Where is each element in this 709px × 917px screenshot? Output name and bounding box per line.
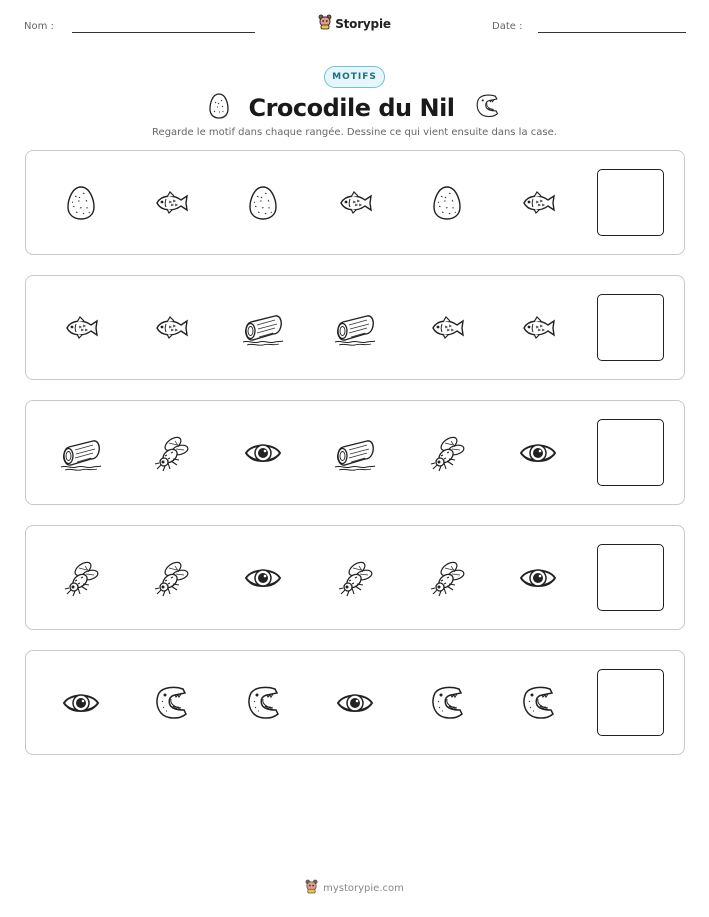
fish-icon [57, 304, 105, 352]
eye-icon [514, 429, 562, 477]
egg-icon [423, 179, 471, 227]
fly-icon [331, 554, 379, 602]
egg-icon [208, 92, 230, 124]
pattern-row-3 [25, 400, 685, 505]
brand-logo [0, 14, 709, 34]
page-title: Crocodile du Nil [248, 94, 455, 122]
fly-icon [423, 554, 471, 602]
pattern-row-5 [25, 650, 685, 755]
title-row [0, 88, 709, 128]
category-badge: MOTIFS [324, 66, 385, 88]
answer-box[interactable] [597, 669, 664, 736]
crocodile-head-icon [514, 679, 562, 727]
log-icon [239, 304, 287, 352]
fly-icon [147, 429, 195, 477]
pattern-row-2 [25, 275, 685, 380]
crocodile-head-icon [239, 679, 287, 727]
footer [0, 879, 709, 898]
fly-icon [57, 554, 105, 602]
eye-icon [57, 679, 105, 727]
crocodile-head-icon [473, 92, 501, 124]
footer-url[interactable]: mystorypie.com [323, 883, 404, 894]
date-line[interactable] [538, 32, 686, 33]
instructions: Regarde le motif dans chaque rangée. Dessine ce qui vient ensuite dans la case. [152, 127, 557, 138]
pattern-row-4 [25, 525, 685, 630]
fish-icon [331, 179, 379, 227]
brand-name: Storypie [335, 17, 391, 31]
answer-box[interactable] [597, 169, 664, 236]
date-label: Date : [492, 21, 523, 32]
eye-icon [239, 554, 287, 602]
answer-box[interactable] [597, 544, 664, 611]
answer-box[interactable] [597, 419, 664, 486]
crocodile-head-icon [147, 679, 195, 727]
egg-icon [57, 179, 105, 227]
fish-icon [147, 179, 195, 227]
fish-icon [423, 304, 471, 352]
answer-box[interactable] [597, 294, 664, 361]
name-label: Nom : [24, 21, 54, 32]
egg-icon [239, 179, 287, 227]
fly-icon [147, 554, 195, 602]
log-icon [57, 429, 105, 477]
storypie-mascot-icon [318, 14, 332, 34]
storypie-mascot-icon [305, 879, 318, 898]
fly-icon [423, 429, 471, 477]
fish-icon [514, 304, 562, 352]
eye-icon [239, 429, 287, 477]
pattern-row-1 [25, 150, 685, 255]
fish-icon [147, 304, 195, 352]
crocodile-head-icon [423, 679, 471, 727]
fish-icon [514, 179, 562, 227]
log-icon [331, 429, 379, 477]
log-icon [331, 304, 379, 352]
eye-icon [331, 679, 379, 727]
eye-icon [514, 554, 562, 602]
